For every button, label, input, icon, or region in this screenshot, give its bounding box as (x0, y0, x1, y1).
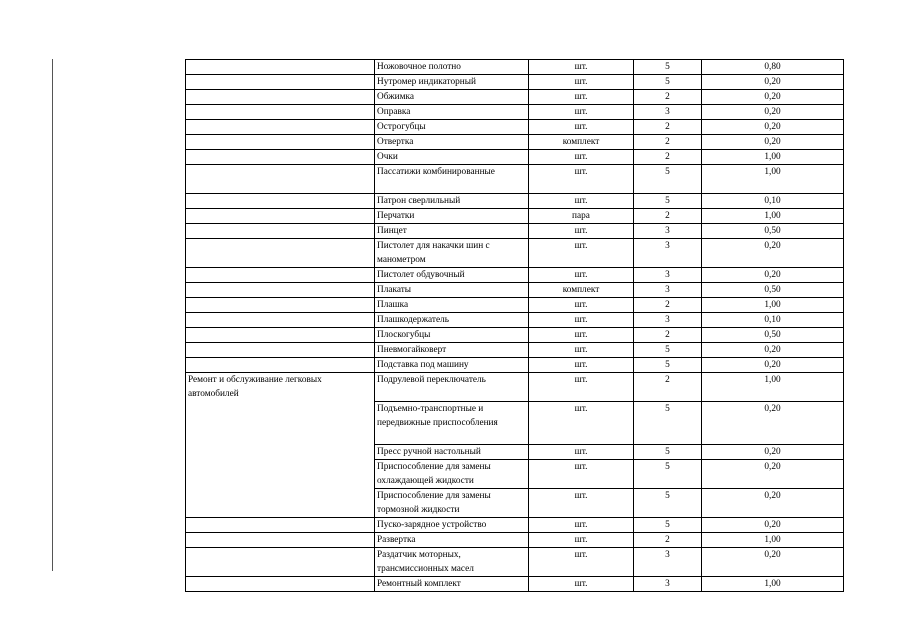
table-row (186, 489, 844, 518)
item-amount-cell: 0,20 (702, 460, 844, 489)
item-unit-cell: комплект (529, 283, 634, 298)
item-unit-cell: шт. (529, 358, 634, 373)
item-quantity-cell: 2 (634, 135, 702, 150)
table-row (186, 75, 844, 90)
table-row (186, 343, 844, 358)
table-row (186, 239, 844, 268)
item-unit-cell: шт. (529, 343, 634, 358)
item-unit-cell: шт. (529, 165, 634, 194)
item-unit-cell: шт. (529, 224, 634, 239)
item-quantity-cell: 5 (634, 75, 702, 90)
category-cell (186, 209, 375, 224)
category-cell (186, 577, 375, 592)
table-row (186, 518, 844, 533)
item-quantity-cell: 3 (634, 105, 702, 120)
category-cell (186, 402, 375, 445)
item-quantity-cell: 2 (634, 90, 702, 105)
category-cell (186, 460, 375, 489)
item-unit-cell: комплект (529, 135, 634, 150)
item-quantity-cell: 5 (634, 518, 702, 533)
category-cell (186, 135, 375, 150)
item-unit-cell: шт. (529, 518, 634, 533)
item-unit-cell: шт. (529, 489, 634, 518)
item-name-cell: Подставка под машину (375, 358, 529, 373)
table-row (186, 165, 844, 194)
item-name-cell: Приспособление для замены тормозной жидкости (375, 489, 529, 518)
table-row (186, 105, 844, 120)
table-row (186, 402, 844, 445)
item-name-cell: Подъемно-транспортные и передвижные приспособления (375, 402, 529, 445)
page-margin-line (52, 59, 53, 571)
item-name-cell: Плашка (375, 298, 529, 313)
item-unit-cell: шт. (529, 150, 634, 165)
item-name-cell: Обжимка (375, 90, 529, 105)
item-quantity-cell: 3 (634, 313, 702, 328)
item-quantity-cell: 2 (634, 150, 702, 165)
item-amount-cell: 0,20 (702, 402, 844, 445)
item-amount-cell: 0,10 (702, 194, 844, 209)
category-cell (186, 283, 375, 298)
item-amount-cell: 0,20 (702, 120, 844, 135)
category-cell (186, 358, 375, 373)
item-quantity-cell: 5 (634, 402, 702, 445)
item-unit-cell: шт. (529, 60, 634, 75)
category-cell (186, 150, 375, 165)
item-name-cell: Пневмогайковерт (375, 343, 529, 358)
item-name-cell: Развертка (375, 533, 529, 548)
item-amount-cell: 0,20 (702, 105, 844, 120)
item-quantity-cell: 2 (634, 328, 702, 343)
item-quantity-cell: 2 (634, 533, 702, 548)
item-unit-cell: шт. (529, 298, 634, 313)
item-quantity-cell: 2 (634, 373, 702, 402)
item-name-cell: Плакаты (375, 283, 529, 298)
item-quantity-cell: 5 (634, 343, 702, 358)
item-unit-cell: шт. (529, 548, 634, 577)
table-row (186, 60, 844, 75)
item-name-cell: Пистолет для накачки шин с манометром (375, 239, 529, 268)
table-row (186, 358, 844, 373)
item-unit-cell: шт. (529, 402, 634, 445)
item-name-cell: Патрон сверлильный (375, 194, 529, 209)
table-row (186, 577, 844, 592)
table-row (186, 120, 844, 135)
item-unit-cell: шт. (529, 105, 634, 120)
item-name-cell: Ремонтный комплект (375, 577, 529, 592)
table-row (186, 209, 844, 224)
item-unit-cell: шт. (529, 577, 634, 592)
item-amount-cell: 0,50 (702, 328, 844, 343)
item-amount-cell: 0,20 (702, 358, 844, 373)
item-amount-cell: 0,50 (702, 283, 844, 298)
item-unit-cell: шт. (529, 373, 634, 402)
equipment-table-body (186, 60, 844, 592)
item-unit-cell: шт. (529, 90, 634, 105)
table-row (186, 298, 844, 313)
item-quantity-cell: 2 (634, 209, 702, 224)
category-cell (186, 105, 375, 120)
category-cell (186, 194, 375, 209)
item-name-cell: Раздатчик моторных, трансмиссионных масел (375, 548, 529, 577)
item-name-cell: Плоскогубцы (375, 328, 529, 343)
item-amount-cell: 1,00 (702, 150, 844, 165)
item-quantity-cell: 5 (634, 165, 702, 194)
item-unit-cell: пара (529, 209, 634, 224)
category-cell (186, 268, 375, 283)
item-amount-cell: 1,00 (702, 209, 844, 224)
item-amount-cell: 0,20 (702, 518, 844, 533)
category-cell (186, 120, 375, 135)
table-row (186, 328, 844, 343)
item-amount-cell: 1,00 (702, 577, 844, 592)
table-row (186, 150, 844, 165)
category-cell (186, 75, 375, 90)
item-quantity-cell: 3 (634, 239, 702, 268)
item-name-cell: Пуско-зарядное устройство (375, 518, 529, 533)
item-amount-cell: 0,20 (702, 548, 844, 577)
category-cell (186, 90, 375, 105)
table-row (186, 283, 844, 298)
item-amount-cell: 0,20 (702, 268, 844, 283)
item-name-cell: Приспособление для замены охлаждающей жидкости (375, 460, 529, 489)
item-quantity-cell: 5 (634, 445, 702, 460)
category-cell (186, 60, 375, 75)
item-unit-cell: шт. (529, 328, 634, 343)
item-unit-cell: шт. (529, 445, 634, 460)
item-quantity-cell: 5 (634, 489, 702, 518)
item-amount-cell: 0,20 (702, 90, 844, 105)
table-row (186, 135, 844, 150)
item-amount-cell: 0,20 (702, 445, 844, 460)
item-amount-cell: 0,80 (702, 60, 844, 75)
item-unit-cell: шт. (529, 533, 634, 548)
category-cell (186, 445, 375, 460)
item-name-cell: Ножовочное полотно (375, 60, 529, 75)
table-row (186, 373, 844, 402)
item-quantity-cell: 2 (634, 120, 702, 135)
item-name-cell: Подрулевой переключатель (375, 373, 529, 402)
category-cell (186, 313, 375, 328)
item-quantity-cell: 3 (634, 548, 702, 577)
item-quantity-cell: 5 (634, 194, 702, 209)
table-row (186, 460, 844, 489)
category-cell (186, 239, 375, 268)
item-name-cell: Оправка (375, 105, 529, 120)
item-quantity-cell: 3 (634, 283, 702, 298)
item-amount-cell: 0,20 (702, 135, 844, 150)
item-amount-cell: 0,20 (702, 343, 844, 358)
item-name-cell: Острогубцы (375, 120, 529, 135)
item-amount-cell: 0,20 (702, 239, 844, 268)
item-amount-cell: 1,00 (702, 533, 844, 548)
item-unit-cell: шт. (529, 268, 634, 283)
table-row (186, 548, 844, 577)
item-unit-cell: шт. (529, 194, 634, 209)
equipment-table (185, 59, 844, 592)
item-amount-cell: 0,20 (702, 75, 844, 90)
item-unit-cell: шт. (529, 239, 634, 268)
category-cell (186, 165, 375, 194)
item-amount-cell: 1,00 (702, 373, 844, 402)
item-unit-cell: шт. (529, 313, 634, 328)
table-row (186, 445, 844, 460)
item-unit-cell: шт. (529, 120, 634, 135)
item-amount-cell: 0,10 (702, 313, 844, 328)
item-quantity-cell: 5 (634, 60, 702, 75)
item-unit-cell: шт. (529, 75, 634, 90)
item-name-cell: Пинцет (375, 224, 529, 239)
item-name-cell: Пассатижи комбинированные (375, 165, 529, 194)
category-cell (186, 343, 375, 358)
item-name-cell: Перчатки (375, 209, 529, 224)
table-row (186, 533, 844, 548)
item-name-cell: Отвертка (375, 135, 529, 150)
item-amount-cell: 0,50 (702, 224, 844, 239)
item-name-cell: Плашкодержатель (375, 313, 529, 328)
category-cell: Ремонт и обслуживание легковых автомобилей (186, 373, 375, 402)
table-row (186, 224, 844, 239)
item-quantity-cell: 5 (634, 358, 702, 373)
table-row (186, 90, 844, 105)
item-quantity-cell: 3 (634, 224, 702, 239)
item-name-cell: Очки (375, 150, 529, 165)
category-cell (186, 533, 375, 548)
category-cell (186, 489, 375, 518)
table-row (186, 313, 844, 328)
category-cell (186, 298, 375, 313)
item-quantity-cell: 2 (634, 298, 702, 313)
item-name-cell: Пистолет обдувочный (375, 268, 529, 283)
item-name-cell: Нутромер индикаторный (375, 75, 529, 90)
item-amount-cell: 1,00 (702, 298, 844, 313)
item-quantity-cell: 3 (634, 268, 702, 283)
category-cell (186, 328, 375, 343)
item-amount-cell: 1,00 (702, 165, 844, 194)
item-amount-cell: 0,20 (702, 489, 844, 518)
item-unit-cell: шт. (529, 460, 634, 489)
item-quantity-cell: 3 (634, 577, 702, 592)
category-cell (186, 518, 375, 533)
category-cell (186, 548, 375, 577)
category-cell (186, 224, 375, 239)
item-name-cell: Пресс ручной настольный (375, 445, 529, 460)
table-row (186, 268, 844, 283)
table-row (186, 194, 844, 209)
item-quantity-cell: 5 (634, 460, 702, 489)
